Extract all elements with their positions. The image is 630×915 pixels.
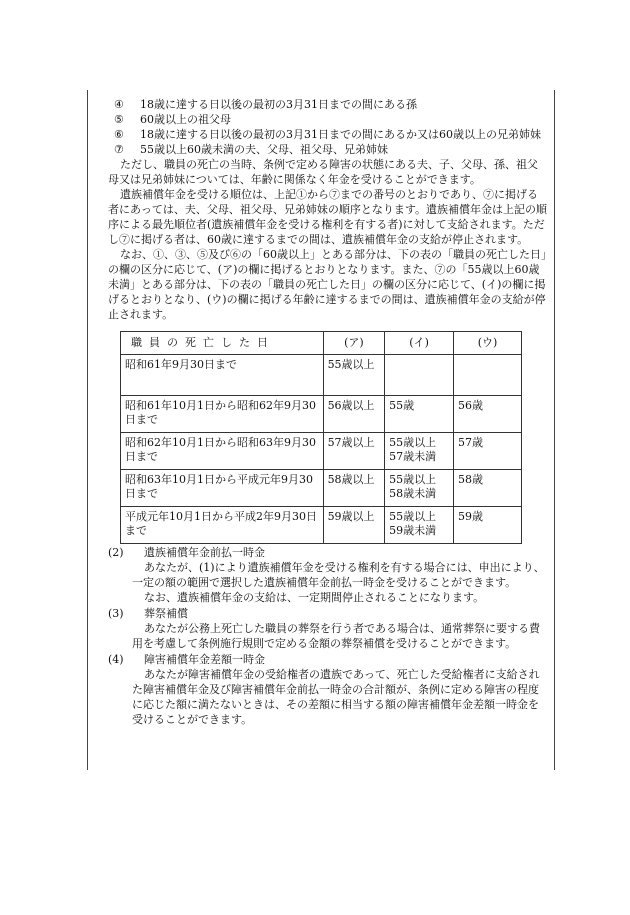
table-cell: 58歳	[454, 470, 522, 507]
paragraph-priority-order: 遺族補償年金を受ける順位は、上記①から⑦までの番号のとおりであり、⑦に掲げる者にあっては、夫、父母、祖父母、兄弟姉妹の順序となります。遺族補償年金は上記の順序による最先順位者(遺族補償年金を受ける権利を有する者)に対して支給されます。ただし⑦に掲げる者は、60歳に達するまでの間は、遺族補償年金の支給が停止されます。	[108, 188, 548, 246]
section-number: (3)	[108, 607, 124, 620]
table-header-cell: (ウ)	[454, 332, 522, 355]
section-advance-lump-sum	[108, 545, 548, 605]
section-title: 障害補償年金差額一時金	[144, 653, 265, 666]
table-cell	[454, 355, 522, 396]
section-title: 遺族補償年金前払一時金	[144, 546, 265, 559]
table-cell: 55歳以上57歳未満	[385, 433, 454, 470]
section-paragraph: あなたが公務上死亡した職員の葬祭を行う者である場合は、通常葬祭に要する費用を考慮して条例施行規則で定める金額の葬祭補償を受けることができます。	[132, 622, 540, 650]
section-title: 葬祭補償	[144, 607, 188, 620]
list-item-text: 18歳に達する日以後の最初の3月31日までの間にある孫	[140, 98, 417, 111]
table-cell: 59歳以上	[323, 507, 385, 544]
section-heading	[108, 606, 548, 621]
table-row	[121, 470, 522, 507]
list-item-number: ⑦	[114, 143, 124, 156]
table-cell: 57歳以上	[323, 433, 385, 470]
table-cell: 平成元年10月1日から平成2年9月30日まで	[121, 507, 324, 544]
table-cell: 55歳	[385, 396, 454, 433]
list-item-text: 55歳以上60歳未満の夫、父母、祖父母、兄弟姉妹	[140, 143, 388, 156]
paragraph-disability-note: ただし、職員の死亡の当時、条例で定める障害の状態にある夫、子、父母、孫、祖父母又は兄弟姉妹については、年齢に関係なく年金を受けることができます。	[108, 158, 538, 186]
table-row	[121, 507, 522, 544]
section-number: (4)	[108, 653, 124, 666]
list-item-number: ⑤	[114, 113, 124, 126]
list-item	[108, 97, 548, 112]
section-difference-lump-sum	[108, 652, 548, 727]
table-cell: 55歳以上58歳未満	[385, 470, 454, 507]
age-criteria-table	[120, 331, 522, 544]
list-item-number: ④	[114, 98, 124, 111]
table-cell	[385, 355, 454, 396]
section-paragraph: あなたが、(1)により遺族補償年金を受ける権利を有する場合には、申出により、一定の額の範囲で選択した遺族補償年金前払一時金を受けることができます。	[132, 561, 545, 589]
table-cell: 55歳以上59歳未満	[385, 507, 454, 544]
list-item-text: 60歳以上の祖父母	[140, 113, 231, 126]
left-margin-line	[87, 90, 88, 770]
table-row	[121, 355, 522, 396]
table-row	[121, 433, 522, 470]
table-cell: 58歳以上	[323, 470, 385, 507]
table-cell: 昭和62年10月1日から昭和63年9月30日まで	[121, 433, 324, 470]
section-number: (2)	[108, 546, 124, 559]
list-item-number: ⑥	[114, 128, 124, 141]
table-cell: 56歳	[454, 396, 522, 433]
table-cell: 昭和61年9月30日まで	[121, 355, 324, 396]
right-margin-line	[554, 90, 555, 770]
section-heading	[108, 652, 548, 667]
table-header-row	[121, 332, 522, 355]
table-cell: 55歳以上	[323, 355, 385, 396]
list-item	[108, 142, 548, 157]
list-item	[108, 112, 548, 127]
section-funeral-compensation	[108, 606, 548, 651]
table-cell: 昭和61年10月1日から昭和62年9月30日まで	[121, 396, 324, 433]
list-item-text: 18歳に達する日以後の最初の3月31日までの間にあるか又は60歳以上の兄弟姉妹	[140, 128, 541, 141]
table-cell: 昭和63年10月1日から平成元年9月30日まで	[121, 470, 324, 507]
list-item	[108, 127, 548, 142]
table-row	[121, 396, 522, 433]
document-body	[108, 97, 548, 727]
table-header-cell: 職員の死亡した日	[121, 332, 324, 355]
table-header-cell: (イ)	[385, 332, 454, 355]
table-header-cell: (ア)	[323, 332, 385, 355]
section-heading	[108, 545, 548, 560]
table-cell: 57歳	[454, 433, 522, 470]
table-cell: 56歳以上	[323, 396, 385, 433]
section-paragraph: あなたが障害補償年金の受給権者の遺族であって、死亡した受給権者に支給された障害補償年金及び障害補償年金前払一時金の合計額が、条例に定める障害の程度に応じた額に満たないときは、その差額に相当する額の障害補償年金差額一時金を受けることができます。	[132, 668, 540, 726]
table-cell: 59歳	[454, 507, 522, 544]
section-paragraph: なお、遺族補償年金の支給は、一定期間停止されることになります。	[144, 591, 485, 604]
eligible-list	[108, 97, 548, 157]
paragraph-age-table-note: なお、①、③、⑤及び⑥の「60歳以上」とある部分は、下の表の「職員の死亡した日」の欄の区分に応じて、(ア)の欄に掲げるとおりとなります。また、⑦の「55歳以上60歳未満」とある部分は、下の表の「職員の死亡した日」の欄の区分に応じて、(イ)の欄に掲げるとおりとなり、(ウ)の欄に掲げる年齢に達するまでの間は、遺族補償年金の支給が停止されます。	[108, 248, 547, 321]
